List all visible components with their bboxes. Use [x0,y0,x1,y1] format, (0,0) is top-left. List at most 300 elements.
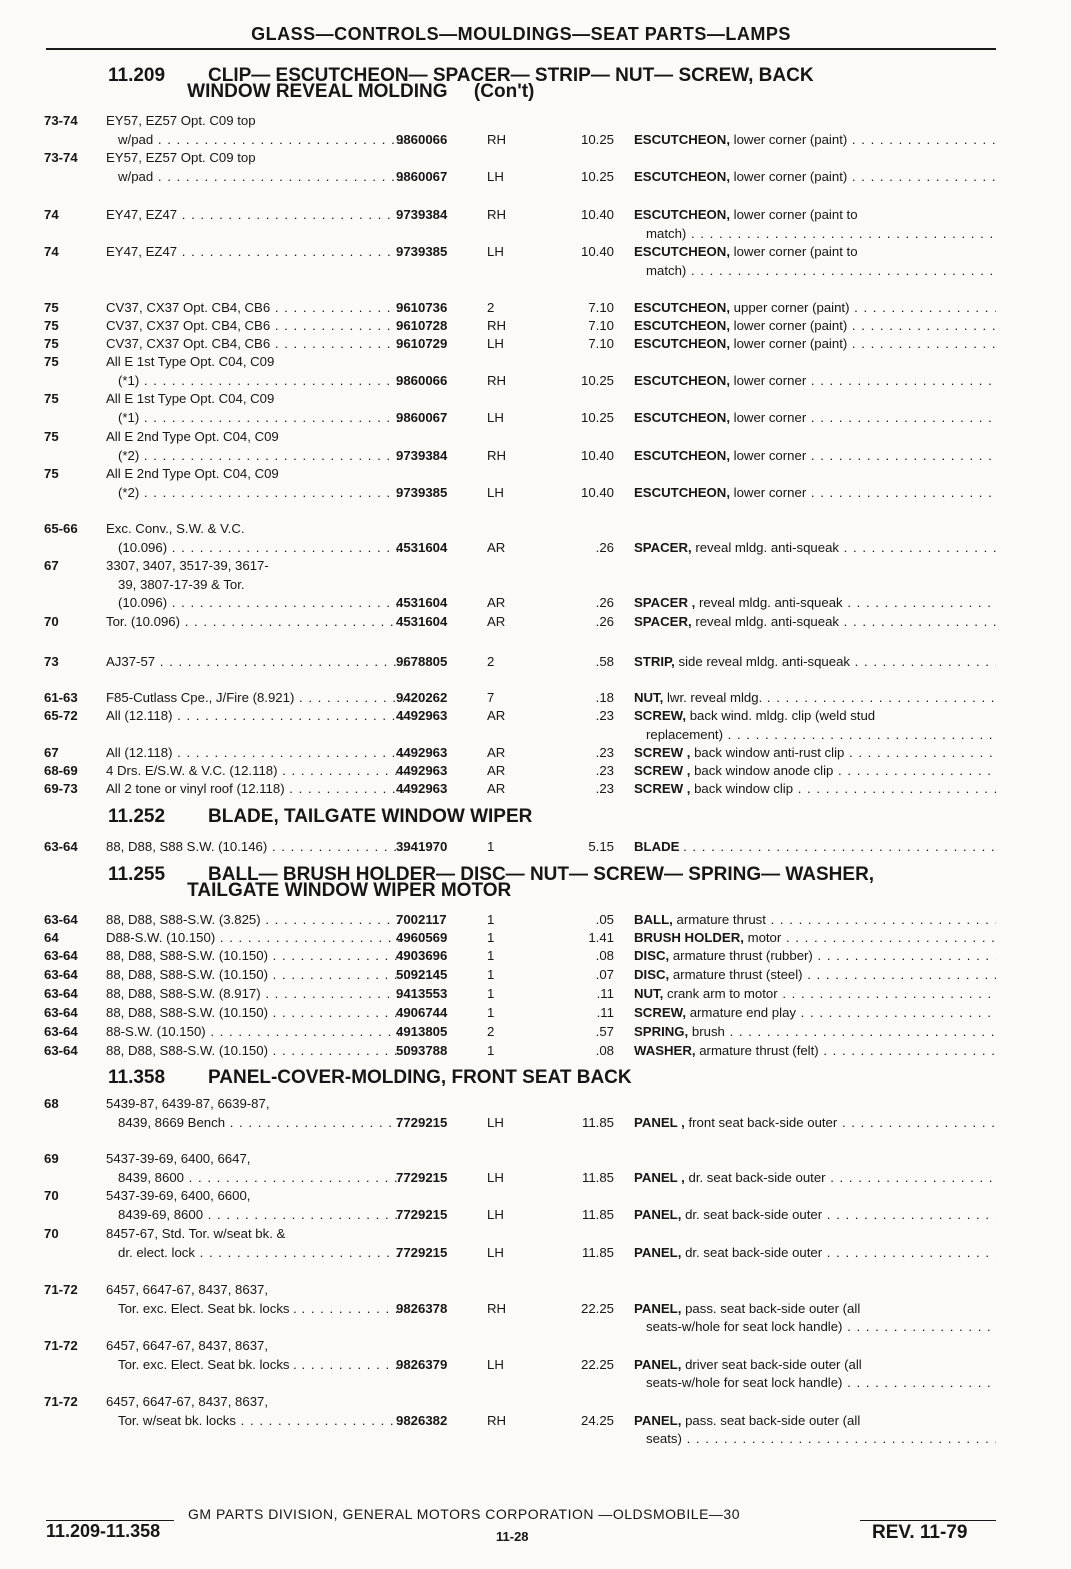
part-number: 9860067 [396,168,448,184]
part-name: SPACER, [634,614,692,629]
model-line: (*1) . . . [106,372,406,391]
model-application [106,911,406,930]
list-price: .23 [595,745,614,760]
model-application [106,1393,406,1430]
part-description [634,762,996,781]
model-year: 70 [44,614,59,629]
description-text: back wind. mldg. clip (weld stud [689,708,876,723]
part-name: ESCUTCHEON, [634,300,730,315]
part-number: 9739385 [396,484,448,500]
description-text: lower corner (paint to [733,207,858,222]
model-line: 6457, 6647-67, 8437, 8637, [106,1394,269,1409]
model-year: 63-64 [44,1024,78,1039]
quantity: 1 [487,930,495,945]
part-number: 4492963 [396,708,448,723]
description-text: seats-w/hole for seat lock handle) [646,1375,843,1390]
quantity: 1 [487,1005,495,1020]
list-price: .26 [595,614,614,629]
part-name: ESCUTCHEON, [634,318,730,333]
part-name: PANEL , [634,1114,685,1130]
quantity: 1 [487,948,495,963]
part-number: 9610729 [396,336,448,351]
part-description [634,1206,996,1225]
description-text: lwr. reveal mldg. [666,690,763,705]
part-number: 7729215 [396,1169,448,1185]
description-line [634,243,996,262]
part-name: ESCUTCHEON, [634,336,730,351]
list-price: 7.10 [588,336,614,351]
description-text: seats) [646,1431,682,1446]
part-number: 9610736 [396,300,448,315]
description-line [634,1356,996,1375]
description-line [634,317,996,336]
page-header: GLASS—CONTROLS—MOULDINGS—SEAT PARTS—LAMPS [46,24,996,50]
list-price: .05 [595,912,614,927]
model-line: 3307, 3407, 3517-39, 3617- [106,558,269,573]
model-year: 70 [44,1188,59,1203]
part-name: BRUSH HOLDER, [634,930,744,945]
part-name: PANEL , [634,1169,685,1185]
list-price: 10.25 [580,131,614,147]
model-application [106,838,406,857]
part-number: 5093788 [396,1043,448,1058]
section-heading [108,806,533,827]
part-name: DISC, [634,967,670,982]
quantity: RH [487,131,507,147]
model-application [106,1150,406,1187]
description-line [634,762,996,781]
list-price: 11.85 [581,1114,614,1130]
model-line: Tor. exc. Elect. Seat bk. locks . . . . [106,1300,406,1319]
part-name: ESCUTCHEON, [634,207,730,222]
list-price: .08 [595,948,614,963]
quantity: LH [487,1169,504,1185]
quantity: LH [487,1244,504,1260]
quantity: 1 [487,1043,495,1058]
quantity: 2 [487,1024,495,1039]
description-text: back window anti-rust clip [694,745,845,760]
quantity: RH [487,1300,507,1316]
description-text: replacement) [646,726,723,742]
model-application [106,206,406,225]
quantity: 1 [487,967,495,982]
description-text: back window clip [694,781,794,796]
description-line [634,1374,996,1393]
model-application [106,966,406,985]
model-application [106,762,406,781]
part-description [634,911,996,930]
list-price: .26 [595,595,614,610]
model-application [106,653,406,672]
description-text: front seat back-side outer [688,1114,838,1130]
quantity: AR [487,763,506,778]
description-text: brush [691,1024,725,1039]
model-line: (*2) . . . [106,447,406,466]
quantity: AR [487,781,506,796]
model-line: (10.096) . . . [106,594,406,613]
list-price: 11.85 [581,1244,614,1260]
model-line: EY57, EZ57 Opt. C09 top [106,113,256,128]
description-line [634,131,996,150]
description-text: reveal mldg. anti-squeak [698,595,843,610]
model-line: EY47, EZ47 . . . [106,243,406,262]
part-name: ESCUTCHEON, [634,484,730,500]
part-name: BLADE [634,839,680,854]
description-line [634,1300,996,1319]
list-price: 22.25 [580,1356,614,1372]
model-application [106,689,406,708]
model-application [106,1281,406,1318]
list-price: 10.25 [580,409,614,425]
part-name: PANEL, [634,1412,682,1428]
list-price: .07 [595,967,614,982]
part-name: STRIP, [634,654,675,669]
section-number: 11.255 [108,864,166,885]
description-line [634,726,996,745]
part-number: 9739384 [396,447,448,463]
part-description [634,985,996,1004]
description-text: lower corner (paint) [733,318,848,333]
model-line: w/pad . . . [106,168,406,187]
description-text: lower corner [733,409,807,425]
part-description [634,1412,996,1449]
section-title: CLIP— ESCUTCHEON— SPACER— STRIP— NUT— SCREW, BACK WINDOW REVEAL MOLDING (Con't) [187,65,814,102]
list-price: 10.25 [580,372,614,388]
description-line [634,1244,996,1263]
model-application [106,149,406,186]
part-description [634,594,996,613]
list-price: .11 [596,1005,614,1020]
model-application [106,1004,406,1023]
part-description [634,1169,996,1188]
model-line: 5439-87, 6439-87, 6639-87, [106,1096,270,1111]
part-number: 9860066 [396,131,448,147]
description-line [634,707,996,726]
description-text: crank arm to motor [666,986,778,1001]
part-description [634,744,996,763]
part-number: 9413553 [396,986,448,1001]
model-line: (*2) . . . [106,484,406,503]
model-line: 8457-67, Std. Tor. w/seat bk. & [106,1226,286,1241]
part-description [634,539,996,558]
section-heading [108,864,875,901]
part-description [634,929,996,948]
model-line: 4 Drs. E/S.W. & V.C. (12.118) . . . [106,762,406,781]
list-price: 22.25 [580,1300,614,1316]
part-description [634,966,996,985]
model-line: All E 2nd Type Opt. C04, C09 [106,429,279,444]
description-text: driver seat back-side outer (all [685,1356,862,1372]
model-year: 71-72 [44,1338,78,1353]
model-line: Tor. w/seat bk. locks . . . [106,1412,406,1431]
model-line: 88, D88, S88-S.W. (10.150) . . . [106,947,406,966]
part-name: SCREW , [634,763,691,778]
list-price: .23 [595,708,614,723]
model-application [106,707,406,726]
quantity: RH [487,318,507,333]
part-name: NUT, [634,986,664,1001]
description-text: armature thrust (felt) [699,1043,819,1058]
description-text: armature thrust (rubber) [672,948,813,963]
model-year: 63-64 [44,967,78,982]
part-name: SCREW , [634,781,691,796]
model-line: 88, D88, S88-S.W. (10.150) . . . [106,1004,406,1023]
quantity: LH [487,1114,504,1130]
model-year: 67 [44,558,59,573]
part-description [634,1300,996,1337]
part-name: PANEL, [634,1300,682,1316]
list-price: 10.40 [580,207,614,222]
part-description [634,447,996,466]
description-line [634,653,996,672]
list-price: 7.10 [588,318,614,333]
section-title: PANEL-COVER-MOLDING, FRONT SEAT BACK [208,1067,632,1088]
model-year: 63-64 [44,912,78,927]
quantity: RH [487,207,507,222]
model-year: 63-64 [44,986,78,1001]
description-text: armature end play [689,1005,796,1020]
model-application [106,1042,406,1061]
model-line: 88, D88, S88-S.W. (10.150) . . . [106,966,406,985]
model-application [106,317,406,336]
model-line: EY47, EZ47 . . . [106,206,406,225]
model-line: Tor. (10.096) . . . [106,613,406,632]
part-description [634,1042,996,1061]
model-year: 65-72 [44,708,78,723]
model-year: 75 [44,336,59,351]
description-line [634,539,996,558]
part-description [634,1356,996,1393]
model-year: 75 [44,429,59,444]
model-line: AJ37-57 . . . [106,653,406,672]
footer-rule-right [860,1520,996,1521]
model-application [106,947,406,966]
description-text: lower corner (paint) [733,131,848,147]
model-year: 73-74 [44,113,78,128]
description-text: lower corner (paint) [733,336,848,351]
model-year: 74 [44,244,59,259]
model-year: 73 [44,654,59,669]
model-year: 61-63 [44,690,78,705]
part-name: SCREW, [634,1005,687,1020]
quantity: AR [487,745,506,760]
list-price: 24.25 [580,1412,614,1428]
model-application [106,1187,406,1224]
part-number: 9826382 [396,1412,448,1428]
part-name: PANEL, [634,1244,682,1260]
description-text: motor [747,930,782,945]
description-line [634,1412,996,1431]
model-application [106,465,406,502]
description-text: lower corner [733,372,807,388]
model-line: 88, D88, S88-S.W. (10.150) . . . [106,1042,406,1061]
part-number: 9739385 [396,244,448,259]
quantity: AR [487,539,506,555]
description-text: match) [646,225,687,241]
model-application [106,335,406,354]
part-number: 4492963 [396,781,448,796]
part-name: ESCUTCHEON, [634,168,730,184]
model-line: Exc. Conv., S.W. & V.C. [106,521,245,536]
model-line: 5437-39-69, 6400, 6647, [106,1151,251,1166]
part-number: 4903696 [396,948,448,963]
model-application [106,613,406,632]
description-line [634,1042,996,1061]
model-line: w/pad . . . [106,131,406,150]
part-number: 9826378 [396,1300,448,1316]
section-title: BLADE, TAILGATE WINDOW WIPER [208,806,533,827]
model-line: dr. elect. lock . . . [106,1244,406,1263]
description-line [634,168,996,187]
part-name: ESCUTCHEON, [634,131,730,147]
quantity: 2 [487,300,495,315]
part-number: 4906744 [396,1005,448,1020]
description-line [634,985,996,1004]
model-application [106,985,406,1004]
description-line [634,613,996,632]
part-name: WASHER, [634,1043,696,1058]
description-text: lower corner (paint to [733,244,858,259]
part-description [634,707,996,744]
description-line [634,1023,996,1042]
part-name: DISC, [634,948,670,963]
model-line: CV37, CX37 Opt. CB4, CB6 . . . [106,335,406,354]
quantity: LH [487,1356,504,1372]
part-name: ESCUTCHEON, [634,372,730,388]
model-year: 63-64 [44,1005,78,1020]
list-price: .58 [595,654,614,669]
model-application [106,929,406,948]
part-number: 5092145 [396,967,448,982]
part-number: 9420262 [396,690,448,705]
list-price: 11.85 [581,1169,614,1185]
model-line: All E 1st Type Opt. C04, C09 [106,391,275,406]
footer-revision: REV. 11-79 [872,1522,968,1543]
quantity: RH [487,447,507,463]
model-line: 5437-39-69, 6400, 6600, [106,1188,251,1203]
description-line [634,1206,996,1225]
section-heading [108,65,814,102]
model-application [106,744,406,763]
description-line [634,1430,996,1449]
model-line: All (12.118) . . . [106,707,406,726]
part-description [634,131,996,150]
model-year: 63-64 [44,1043,78,1058]
model-application [106,520,406,557]
part-name: SCREW, [634,708,687,723]
model-application [106,1225,406,1262]
model-application [106,112,406,149]
footer-section-range: 11.209-11.358 [46,1521,161,1541]
footer-publisher: GM PARTS DIVISION, GENERAL MOTORS CORPORATION —OLDSMOBILE—30 [188,1506,740,1522]
model-year: 67 [44,745,59,760]
list-price: 5.15 [588,839,614,854]
description-line [634,966,996,985]
model-line: 88-S.W. (10.150) . . . [106,1023,406,1042]
part-number: 4492963 [396,763,448,778]
part-number: 4531604 [396,614,448,629]
section-number: 11.209 [108,65,166,86]
model-line: 6457, 6647-67, 8437, 8637, [106,1282,269,1297]
description-line [634,1004,996,1023]
part-name: SPACER, [634,539,692,555]
part-description [634,335,996,354]
quantity: LH [487,484,504,500]
description-line [634,594,996,613]
footer-page-number: 11-28 [496,1529,529,1544]
part-number: 9739384 [396,207,448,222]
part-number: 4913805 [396,1024,448,1039]
part-number: 7729215 [396,1206,448,1222]
model-line: 8439, 8669 Bench . . . [106,1114,406,1133]
part-description [634,1004,996,1023]
description-line [634,447,996,466]
model-line: EY57, EZ57 Opt. C09 top [106,150,256,165]
description-text: match) [646,262,687,278]
quantity: LH [487,1206,504,1222]
model-application [106,390,406,427]
model-line: 6457, 6647-67, 8437, 8637, [106,1338,269,1353]
quantity: LH [487,409,504,425]
model-year: 75 [44,300,59,315]
section-heading [108,1067,632,1088]
description-text: upper corner (paint) [733,300,850,315]
model-year: 73-74 [44,150,78,165]
description-line [634,689,996,708]
part-description [634,372,996,391]
description-text: armature thrust [676,912,766,927]
list-price: .57 [595,1024,614,1039]
part-number: 4531604 [396,539,448,555]
part-description [634,484,996,503]
part-number: 9610728 [396,318,448,333]
description-line [634,911,996,930]
list-price: .23 [595,763,614,778]
list-price: .11 [596,986,614,1001]
model-line: D88-S.W. (10.150) . . . [106,929,406,948]
model-year: 75 [44,466,59,481]
description-line [634,947,996,966]
model-year: 74 [44,207,59,222]
part-description [634,299,996,318]
description-text: dr. seat back-side outer [685,1244,823,1260]
list-price: 10.40 [580,244,614,259]
part-description [634,780,996,799]
section-number: 11.252 [108,806,166,827]
description-line [634,838,996,857]
model-application [106,1095,406,1132]
model-year: 63-64 [44,839,78,854]
list-price: .23 [595,781,614,796]
list-price: 10.25 [580,168,614,184]
quantity: 1 [487,839,495,854]
model-line: 39, 3807-17-39 & Tor. [118,576,245,592]
model-application [106,1023,406,1042]
description-text: lower corner [733,484,807,500]
model-year: 71-72 [44,1394,78,1409]
part-description [634,653,996,672]
part-name: SCREW , [634,745,691,760]
model-year: 75 [44,354,59,369]
quantity: RH [487,1412,507,1428]
model-line: (*1) . . . [106,409,406,428]
part-description [634,1244,996,1263]
model-year: 65-66 [44,521,78,536]
description-text: pass. seat back-side outer (all [685,1412,861,1428]
description-line [634,1114,996,1133]
description-text: pass. seat back-side outer (all [685,1300,861,1316]
quantity: LH [487,244,504,259]
